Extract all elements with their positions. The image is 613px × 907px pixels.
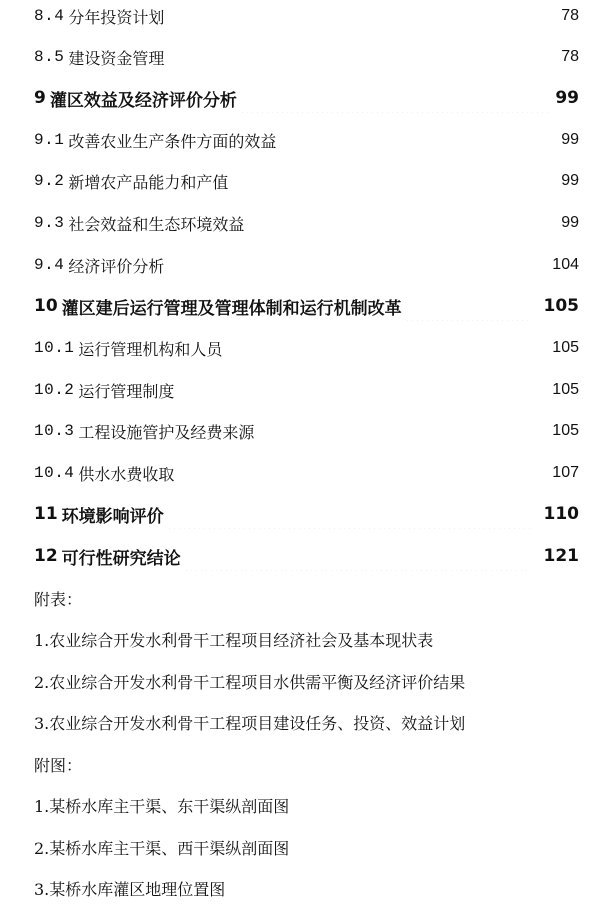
toc-entry-page: 105 [552,381,579,398]
dot-leader [184,541,530,571]
toc-entry-title: 运行管理制度 [78,381,175,401]
toc-chapter-page: 110 [543,504,579,524]
toc-entry-title: 运行管理机构和人员 [78,339,223,359]
toc-entry-title: 社会效益和生态环境效益 [68,214,245,234]
toc-chapter-number: 11 [34,504,58,524]
toc-entry-title: 供水水费收取 [78,464,175,484]
dot-leader [257,416,549,446]
toc-chapter-title: 灌区效益及经济评价分析 [49,90,237,111]
appendix-figures-heading: 附图： [34,755,83,775]
toc-entry-number: 8.5 [34,48,65,66]
dot-leader [231,166,558,196]
toc-chapter-title: 可行性研究结论 [61,548,181,569]
appendix-table-item[interactable]: 3.农业综合开发水利骨干工程项目建设任务、投资、效益计划 [34,713,466,733]
toc-entry-number: 9.1 [34,131,65,149]
toc-entry-page: 107 [552,464,579,481]
toc-entry-9-2[interactable] [34,166,579,196]
toc-entry-10-1[interactable] [34,333,579,363]
toc-entry-page: 78 [561,7,579,24]
toc-entry-9-3[interactable] [34,208,579,238]
dot-leader [167,42,558,72]
dot-leader [279,125,558,155]
dot-leader [167,1,558,31]
appendix-table-item[interactable]: 2.农业综合开发水利骨干工程项目水供需平衡及经济评价结果 [34,672,466,692]
appendix-tables-heading: 附表： [34,589,83,609]
dot-leader [177,458,549,488]
toc-chapter-11[interactable] [34,499,579,529]
toc-chapter-number: 12 [34,546,58,566]
appendix-figure-item[interactable]: 3.某桥水库灌区地理位置图 [34,879,226,899]
dot-leader [225,333,549,363]
toc-chapter-number: 10 [34,296,58,316]
dot-leader [167,250,540,280]
toc-entry-9-4[interactable] [34,250,579,280]
appendix-table-item[interactable]: 1.农业综合开发水利骨干工程项目经济社会及基本现状表 [34,630,434,650]
dot-leader [247,208,558,238]
toc-entry-10-3[interactable] [34,416,579,446]
toc-entry-number: 8.4 [34,7,65,25]
toc-chapter-10[interactable] [34,291,579,321]
toc-chapter-page: 99 [555,88,579,108]
toc-chapter-title: 灌区建后运行管理及管理体制和运行机制改革 [61,298,402,319]
toc-entry-title: 经济评价分析 [68,256,165,276]
toc-chapter-9[interactable] [34,83,579,113]
toc-chapter-12[interactable] [34,541,579,571]
appendix-figure-item[interactable]: 2.某桥水库主干渠、西干渠纵剖面图 [34,838,290,858]
toc-chapter-page: 105 [543,296,579,316]
toc-entry-title: 分年投资计划 [68,7,165,27]
toc-entry-number: 10.1 [34,339,75,357]
toc-entry-number: 9.4 [34,256,65,274]
toc-entry-page: 105 [552,339,579,356]
toc-entry-number: 9.2 [34,172,65,190]
toc-entry-10-2[interactable] [34,375,579,405]
dot-leader [240,83,552,113]
toc-entry-number: 10.3 [34,422,75,440]
toc-entry-number: 9.3 [34,214,65,232]
dot-leader [167,499,530,529]
toc-entry-title: 工程设施管护及经费来源 [78,422,255,442]
toc-entry-number: 10.4 [34,464,75,482]
toc-entry-9-1[interactable] [34,125,579,155]
toc-entry-8-4[interactable] [34,1,579,31]
toc-entry-title: 建设资金管理 [68,48,165,68]
toc-entry-title: 改善农业生产条件方面的效益 [68,131,277,151]
toc-chapter-title: 环境影响评价 [61,506,164,527]
toc-entry-page: 78 [561,48,579,65]
dot-leader [405,291,530,321]
dot-leader [177,375,549,405]
toc-entry-page: 104 [552,256,579,273]
toc-entry-title: 新增农产品能力和产值 [68,172,229,192]
toc-entry-number: 10.2 [34,381,75,399]
appendix-figure-item[interactable]: 1.某桥水库主干渠、东干渠纵剖面图 [34,796,290,816]
toc-chapter-number: 9 [34,88,46,108]
toc-entry-10-4[interactable] [34,458,579,488]
toc-entry-page: 99 [561,131,579,148]
toc-entry-page: 99 [561,214,579,231]
toc-entry-8-5[interactable] [34,42,579,72]
toc-entry-page: 105 [552,422,579,439]
toc-chapter-page: 121 [543,546,579,566]
toc-entry-page: 99 [561,172,579,189]
